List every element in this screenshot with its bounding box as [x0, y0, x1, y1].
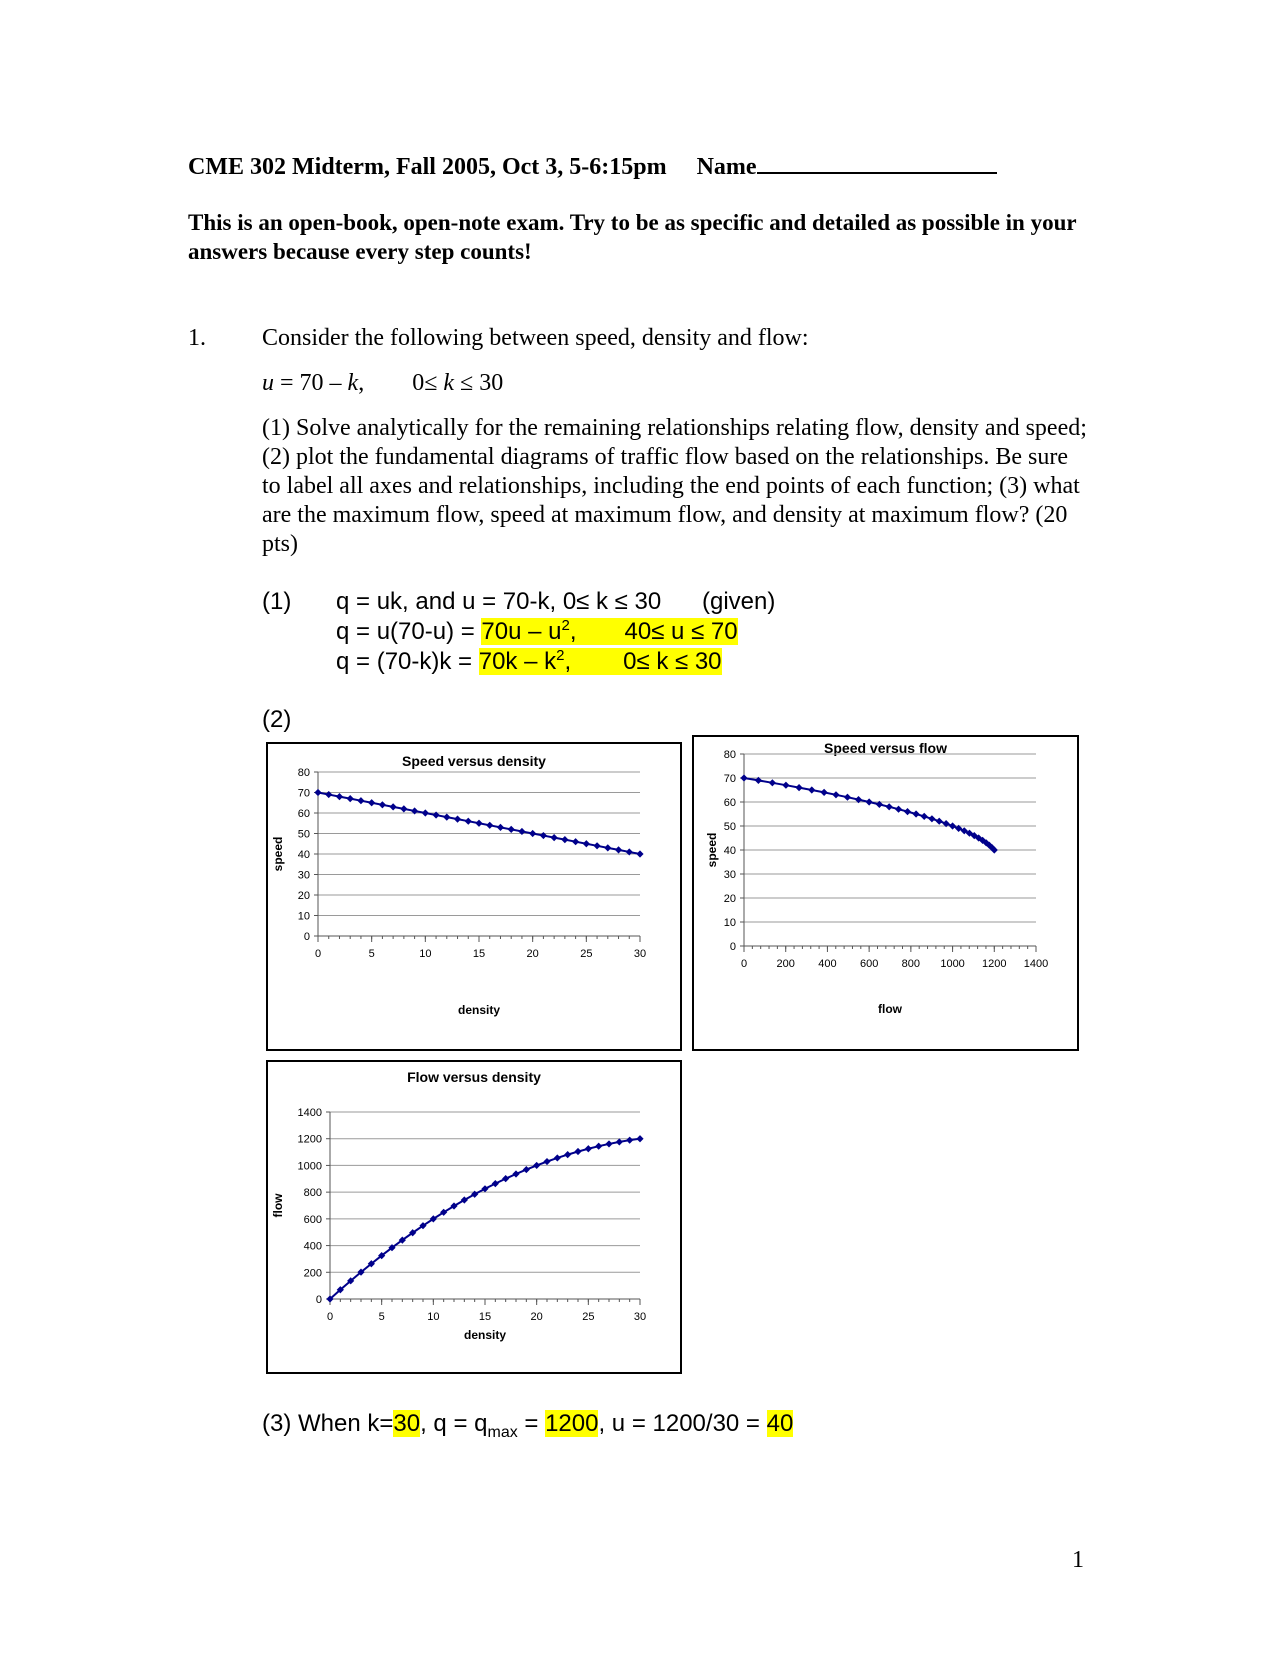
page-number: 1: [1072, 1547, 1084, 1573]
answer3-text-2: , q = q: [420, 1410, 488, 1437]
given-equation: [262, 370, 503, 397]
sf-data-point: [904, 808, 911, 815]
fd-data-point: [543, 1158, 550, 1165]
sf-x-tick-label: 1000: [940, 958, 965, 970]
sf-x-axis-label: flow: [878, 1002, 902, 1016]
chart-flow-vs-density-svg: [268, 1062, 680, 1372]
chart-speed-vs-flow-svg: [694, 737, 1077, 1049]
fd-data-point: [481, 1185, 488, 1192]
name-blank-line[interactable]: [757, 150, 997, 174]
fd-data-point: [492, 1180, 499, 1187]
sd-data-point: [475, 820, 482, 827]
sf-y-tick-label: 50: [723, 821, 736, 833]
chart-flow-vs-density: [266, 1060, 682, 1374]
question-number: 1.: [188, 325, 206, 351]
sd-data-point: [465, 818, 472, 825]
sd-x-tick-label: 30: [633, 948, 647, 960]
sf-data-point: [921, 813, 928, 820]
fd-x-tick-label: 15: [478, 1311, 492, 1323]
sd-y-tick-label: 80: [297, 767, 310, 779]
sd-data-point: [572, 838, 579, 845]
sf-data-point: [782, 782, 789, 789]
eq-rhs: = 70 –: [280, 370, 348, 396]
sd-y-tick-label: 0: [303, 931, 310, 943]
answer1-line3-expr-b: ,: [564, 648, 572, 675]
sf-y-tick-label: 20: [723, 893, 736, 905]
sd-data-point: [454, 816, 461, 823]
sd-chart-title: Speed versus density: [402, 753, 546, 769]
sf-data-point: [928, 815, 935, 822]
fd-y-tick-label: 0: [315, 1294, 322, 1306]
eq-range-hi: ≤ 30: [454, 370, 504, 396]
sf-x-tick-label: 1200: [982, 958, 1007, 970]
answer3-u-value: 40: [766, 1410, 794, 1437]
answer1-line2-expr-a: 70u – u: [481, 618, 562, 645]
sd-x-tick-label: 0: [314, 948, 322, 960]
fd-x-tick-label: 5: [378, 1311, 385, 1323]
sd-data-point: [529, 830, 536, 837]
fd-data-point: [564, 1151, 571, 1158]
answer1-label: (1): [262, 588, 292, 615]
name-label: Name: [696, 154, 757, 180]
fd-y-tick-label: 1400: [297, 1107, 322, 1119]
answer1-line3-expr-a: 70k – k: [478, 648, 557, 675]
sd-data-point: [336, 793, 343, 800]
sd-data-point: [443, 814, 450, 821]
sd-data-point: [561, 836, 568, 843]
sd-data-point: [604, 844, 611, 851]
sd-data-point: [497, 824, 504, 831]
sf-x-tick-label: 800: [901, 958, 921, 970]
answer3-qmax-value: 1200: [545, 1410, 599, 1437]
fd-chart-title: Flow versus density: [407, 1069, 541, 1085]
sd-y-tick-label: 60: [297, 808, 310, 820]
sd-y-tick-label: 50: [297, 828, 310, 841]
sf-data-point: [912, 810, 919, 817]
answer-part-2-label: (2): [262, 706, 292, 733]
sf-data-point: [844, 794, 851, 801]
answer3-sub-max: max: [487, 1423, 518, 1441]
sd-data-point: [551, 834, 558, 841]
fd-data-point: [595, 1143, 602, 1150]
sf-y-tick-label: 70: [723, 773, 736, 785]
answer3-text-4: , u = 1200/30 =: [598, 1410, 767, 1437]
sd-data-point: [347, 795, 354, 802]
question-intro: Consider the following between speed, density and flow:: [262, 325, 809, 351]
sd-data-point: [593, 842, 600, 849]
sf-y-tick-label: 10: [723, 917, 736, 929]
sf-data-point: [886, 803, 893, 810]
sd-data-point: [615, 846, 622, 853]
sd-y-tick-label: 40: [297, 849, 310, 861]
sf-data-point: [820, 789, 827, 796]
answer1-line2-prefix: q = u(70-u) =: [336, 618, 482, 645]
sf-x-tick-label: 1400: [1023, 958, 1049, 970]
sd-data-point: [636, 850, 643, 857]
sf-y-tick-label: 40: [723, 845, 736, 857]
answer1-line3-prefix: q = (70-k)k =: [336, 648, 479, 675]
sd-x-tick-label: 5: [368, 948, 375, 960]
sd-data-point: [422, 809, 429, 816]
sf-data-point: [936, 818, 943, 825]
sd-data-point: [486, 822, 493, 829]
sf-series-line: [744, 778, 994, 850]
fd-data-point: [616, 1138, 623, 1145]
sd-data-point: [583, 840, 590, 847]
fd-data-point: [605, 1140, 612, 1147]
answer3-text-3: =: [517, 1410, 546, 1437]
fd-y-tick-label: 800: [303, 1187, 322, 1200]
sd-x-axis-label: density: [457, 1003, 501, 1017]
sd-data-point: [368, 799, 375, 806]
fd-y-tick-label: 1200: [297, 1133, 322, 1146]
fd-data-point: [533, 1162, 540, 1169]
answer1-line2-range: 40≤ u ≤ 70: [624, 618, 738, 645]
chart-speed-vs-flow: [692, 735, 1079, 1051]
sd-y-axis-label: speed: [271, 836, 285, 872]
answer1-line2-expr: [481, 618, 737, 645]
sf-data-point: [832, 791, 839, 798]
sf-y-tick-label: 60: [723, 797, 736, 809]
sf-y-tick-label: 80: [723, 749, 736, 761]
chart-speed-vs-density: [266, 742, 682, 1051]
sd-data-point: [379, 801, 386, 808]
answer1-line1: q = uk, and u = 70-k, 0≤ k ≤ 30: [336, 588, 662, 615]
fd-x-tick-label: 25: [582, 1311, 595, 1323]
fd-y-tick-label: 1000: [297, 1160, 322, 1173]
sf-x-tick-label: 0: [740, 958, 748, 970]
eq-tail: ,: [358, 370, 365, 396]
answer1-line3-sup: 2: [556, 647, 565, 664]
sf-x-tick-label: 200: [776, 958, 795, 970]
sd-data-point: [400, 805, 407, 812]
fd-x-axis-label: density: [463, 1328, 507, 1342]
sf-data-point: [866, 798, 873, 805]
sd-y-tick-label: 20: [297, 890, 310, 902]
sf-data-point: [740, 774, 747, 781]
sd-data-point: [314, 789, 321, 796]
sd-x-tick-label: 25: [580, 948, 593, 960]
fd-y-tick-label: 600: [303, 1213, 322, 1226]
sf-data-point: [795, 784, 802, 791]
chart-speed-vs-density-svg: [268, 744, 680, 1049]
fd-y-tick-label: 400: [303, 1240, 322, 1253]
fd-data-point: [554, 1154, 561, 1161]
sf-chart-title: Speed versus flow: [824, 740, 947, 756]
sd-x-tick-label: 20: [526, 948, 539, 960]
fd-x-tick-label: 20: [530, 1311, 543, 1323]
sf-data-point: [808, 786, 815, 793]
fd-data-point: [585, 1145, 592, 1152]
fd-data-point: [574, 1148, 581, 1155]
sf-y-axis-label: speed: [705, 832, 719, 868]
eq-range-lo: 0≤: [412, 370, 444, 396]
sd-y-tick-label: 70: [297, 787, 310, 800]
answer1-line2-expr-b: ,: [569, 618, 577, 645]
sf-x-tick-label: 600: [859, 958, 879, 970]
fd-x-tick-label: 10: [427, 1311, 440, 1323]
sd-data-point: [390, 803, 397, 810]
answer1-given-note: (given): [702, 588, 776, 615]
answer3-k-value: 30: [393, 1410, 421, 1437]
fd-data-point: [523, 1166, 530, 1173]
sf-x-tick-label: 400: [818, 958, 837, 970]
sd-x-tick-label: 15: [472, 948, 486, 960]
exam-title: CME 302 Midterm, Fall 2005, Oct 3, 5-6:15pm: [188, 154, 667, 180]
fd-x-tick-label: 0: [326, 1311, 334, 1323]
sf-data-point: [769, 779, 776, 786]
fd-data-point: [512, 1170, 519, 1177]
answer-part-3: [262, 1410, 794, 1441]
sd-y-tick-label: 10: [297, 910, 310, 923]
question-body: (1) Solve analytically for the remaining relationships relating flow, density and speed; (2) plot the fundamental diagrams of traffic flow based on the relationships. Be sure to label all axes and relationships, including the end points of each function; (3) what are the maximum flow, speed at maximum flow, and density at maximum flow? (20 pts): [262, 415, 1087, 557]
answer1-line3-range: 0≤ k ≤ 30: [623, 648, 722, 675]
fd-data-point: [626, 1137, 633, 1144]
answer1-line2-sup: 2: [561, 617, 570, 634]
sf-data-point: [949, 822, 956, 829]
exam-header: [188, 150, 997, 181]
eq-var: k: [347, 370, 359, 396]
eq-range-var: k: [443, 370, 455, 396]
sd-y-tick-label: 30: [297, 869, 310, 882]
fd-y-tick-label: 200: [303, 1267, 322, 1280]
fd-x-tick-label: 30: [633, 1311, 647, 1323]
fd-data-point: [502, 1175, 509, 1182]
sf-y-tick-label: 0: [729, 941, 736, 953]
fd-data-point: [636, 1135, 643, 1142]
sf-data-point: [895, 806, 902, 813]
answer3-text-1: (3) When k=: [262, 1410, 394, 1437]
sf-y-tick-label: 30: [723, 869, 736, 881]
sd-data-point: [357, 797, 364, 804]
sd-x-tick-label: 10: [419, 948, 432, 960]
eq-lhs: u: [262, 370, 274, 396]
sd-data-point: [508, 826, 515, 833]
exam-instructions: This is an open-book, open-note exam. Try to be as specific and detailed as possible in your answers because every step counts!: [188, 210, 1077, 264]
answer1-line3-expr: [479, 648, 722, 675]
fd-y-axis-label: flow: [271, 1193, 285, 1218]
